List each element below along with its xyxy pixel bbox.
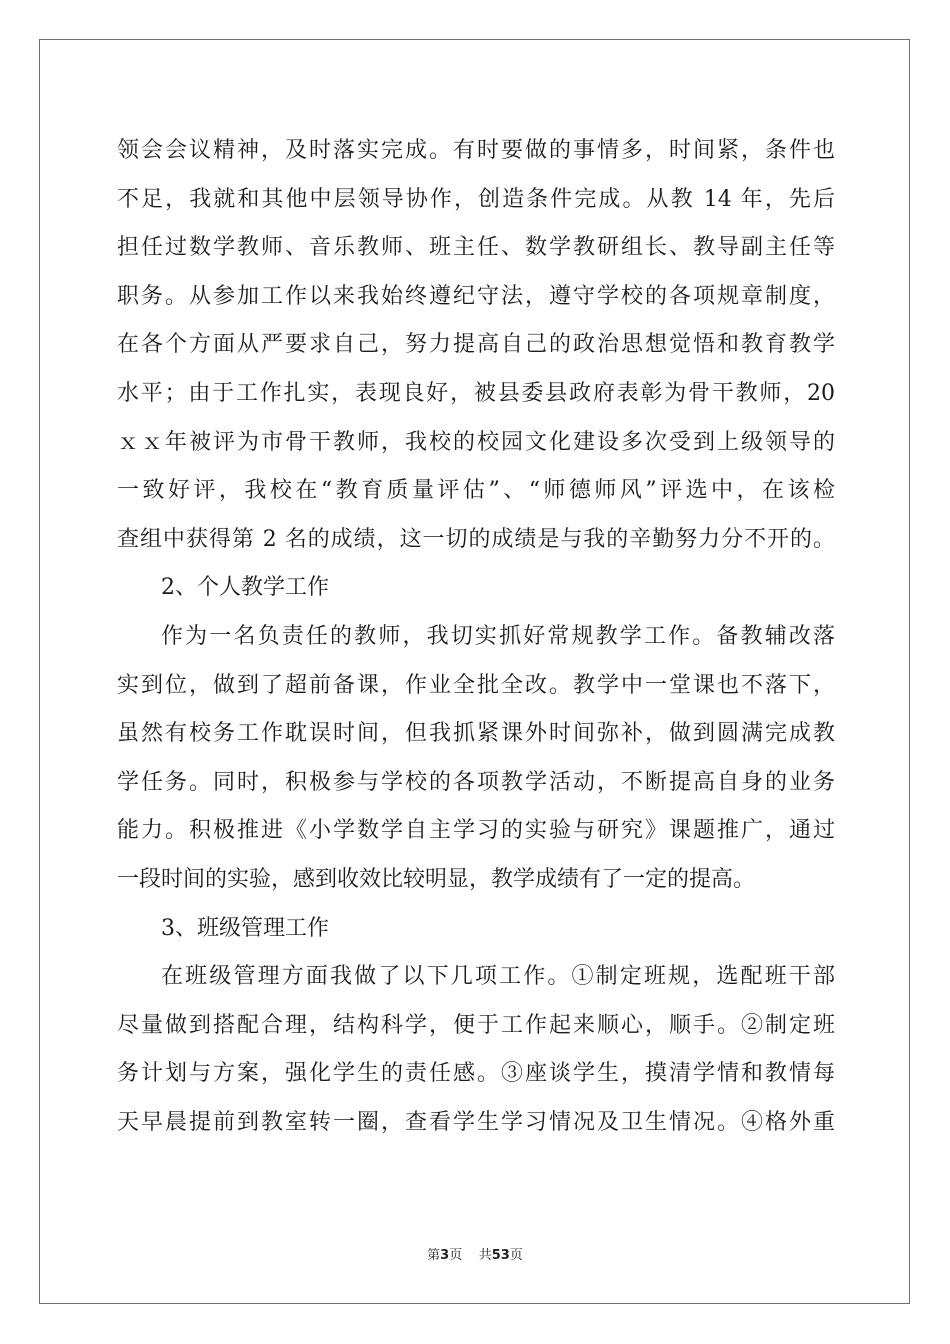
text-line: 领会会议精神，及时落实完成。有时要做的事情多，时间紧，条件也 (117, 138, 835, 163)
text-line: ｘｘ年被评为市骨干教师，我校的校园文化建设多次受到上级领导的 (117, 429, 835, 455)
text-line: 在各个方面从严要求自己，努力提高自己的政治思想觉悟和教育教学 (117, 332, 835, 358)
text-line: 查组中获得第 2 名的成绩，这一切的成绩是与我的辛勤努力分不开的。 (117, 526, 835, 552)
page-suffix: 页 (449, 1248, 463, 1263)
total-prefix: 共 (478, 1248, 492, 1263)
text-line: 作为一名负责任的教师，我切实抓好常规教学工作。备教辅改落 (161, 623, 835, 649)
text-line: 职务。从参加工作以来我始终遵纪守法，遵守学校的各项规章制度， (117, 283, 835, 309)
text-line: 尽量做到搭配合理，结构科学，便于工作起来顺心，顺手。②制定班 (117, 1012, 835, 1038)
text-line: 一段时间的实验，感到收效比较明显，教学成绩有了一定的提高。 (117, 866, 756, 892)
section-heading: 3、班级管理工作 (161, 915, 329, 941)
text-line: 学任务。同时，积极参与学校的各项教学活动，不断提高自身的业务 (117, 769, 835, 795)
text-line: 务计划与方案，强化学生的责任感。③座谈学生，摸清学情和教情每 (117, 1061, 835, 1087)
text-line: 虽然有校务工作耽误时间，但我抓紧课外时间弥补，做到圆满完成教 (117, 721, 835, 747)
text-line: 水平；由于工作扎实，表现良好，被县委县政府表彰为骨干教师，20 (117, 380, 835, 406)
text-line: 担任过数学教师、音乐教师、班主任、数学教研组长、教导副主任等 (117, 235, 835, 261)
text-line: 不足，我就和其他中层领导协作，创造条件完成。从教 14 年，先后 (117, 186, 835, 212)
page-current: 3 (440, 1248, 450, 1263)
text-line: 能力。积极推进《小学数学自主学习的实验与研究》课题推广，通过 (117, 818, 835, 844)
text-line: 一致好评，我校在“教育质量评估”、“师德师风”评选中，在该检 (117, 478, 835, 504)
text-line: 在班级管理方面我做了以下几项工作。①制定班规，选配班干部 (161, 964, 835, 990)
page-prefix: 第 (427, 1248, 441, 1263)
section-heading: 2、个人教学工作 (161, 575, 329, 601)
text-line: 实到位，做到了超前备课，作业全批全改。教学中一堂课也不落下， (117, 672, 835, 698)
document-body (117, 127, 835, 1147)
page-footer (0, 1244, 950, 1263)
total-suffix: 页 (509, 1248, 523, 1263)
text-line: 天早晨提前到教室转一圈，查看学生学习情况及卫生情况。④格外重 (117, 1109, 835, 1135)
page-total: 53 (491, 1248, 510, 1263)
